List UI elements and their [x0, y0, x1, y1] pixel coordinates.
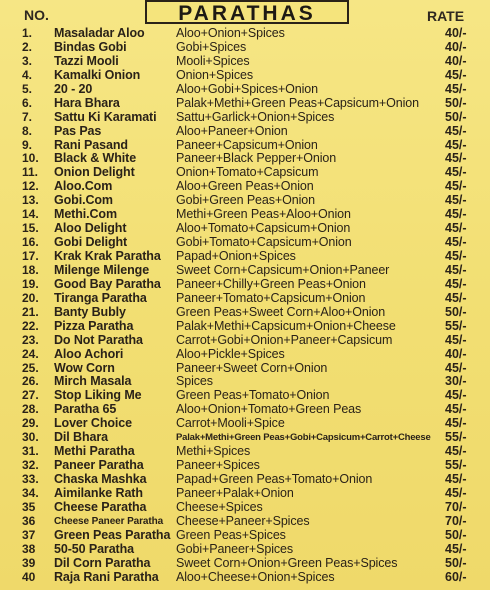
- item-number: 34.: [22, 485, 39, 500]
- item-number: 23.: [22, 332, 39, 347]
- item-ingredients: Spices: [176, 374, 213, 389]
- menu-item-row: [0, 543, 490, 557]
- menu-list: [0, 27, 490, 585]
- item-ingredients: Palak+Methi+Green Peas+Gobi+Capsicum+Carrot+Cheese: [176, 432, 431, 444]
- menu-item-row: [0, 166, 490, 180]
- item-name: Kamalki Onion: [54, 67, 141, 82]
- item-number: 18.: [22, 262, 39, 277]
- menu-item-row: [0, 194, 490, 208]
- item-price: 45/-: [445, 137, 467, 152]
- item-number: 16.: [22, 235, 39, 250]
- item-name: Good Bay Paratha: [54, 276, 161, 291]
- menu-item-row: [0, 571, 490, 585]
- item-ingredients: Sweet Corn+Capsicum+Onion+Paneer: [176, 262, 390, 277]
- menu-header: [0, 0, 490, 28]
- item-number: 33.: [22, 472, 39, 486]
- item-price: 45/-: [445, 235, 467, 250]
- item-ingredients: Aloo+Onion+Tomato+Green Peas: [176, 402, 362, 417]
- item-price: 50/-: [445, 527, 467, 542]
- item-ingredients: Cheese+Paneer+Spices: [176, 513, 310, 528]
- item-name: Lover Choice: [54, 416, 132, 431]
- menu-item-row: [0, 389, 490, 403]
- item-name: Aloo Delight: [54, 221, 127, 236]
- item-price: 50/-: [445, 109, 467, 124]
- item-ingredients: Carrot+Mooli+Spice: [176, 416, 285, 431]
- menu-item-row: [0, 55, 490, 69]
- item-ingredients: Aloo+Paneer+Onion: [176, 123, 288, 138]
- item-price: 45/-: [445, 541, 467, 556]
- item-name: Bindas Gobi: [54, 39, 127, 54]
- item-ingredients: Methi+Spices: [176, 444, 251, 459]
- item-name: Masaladar Aloo: [54, 26, 145, 40]
- item-price: 70/-: [445, 499, 467, 514]
- item-price: 45/-: [445, 179, 467, 194]
- menu-item-row: [0, 375, 490, 389]
- item-name: Dil Corn Paratha: [54, 555, 151, 570]
- menu-item-row: [0, 487, 490, 501]
- item-number: 4.: [22, 67, 33, 82]
- item-ingredients: Gobi+Green Peas+Onion: [176, 193, 315, 208]
- item-ingredients: Green Peas+Sweet Corn+Aloo+Onion: [176, 304, 386, 319]
- item-ingredients: Onion+Tomato+Capsicum: [176, 165, 319, 180]
- item-number: 37: [22, 527, 36, 542]
- item-price: 50/-: [445, 304, 467, 319]
- item-name: Black & White: [54, 151, 137, 166]
- menu-item-row: [0, 445, 490, 459]
- item-name: Gobi.Com: [54, 193, 113, 208]
- item-number: 21.: [22, 304, 39, 319]
- menu-item-row: [0, 515, 490, 529]
- item-number: 11.: [22, 165, 39, 180]
- item-number: 8.: [22, 123, 33, 138]
- menu-item-row: [0, 125, 490, 139]
- item-ingredients: Paneer+Chilly+Green Peas+Onion: [176, 276, 366, 291]
- item-name: Aloo.Com: [54, 179, 113, 194]
- item-name: Krak Krak Paratha: [54, 249, 161, 263]
- item-price: 55/-: [445, 430, 467, 445]
- item-ingredients: Onion+Spices: [176, 67, 253, 82]
- item-number: 39: [22, 555, 36, 570]
- item-number: 5.: [22, 81, 33, 96]
- item-name: Methi Paratha: [54, 444, 135, 459]
- item-price: 60/-: [445, 569, 467, 584]
- item-price: 45/-: [445, 123, 467, 138]
- item-name: Wow Corn: [54, 360, 115, 375]
- item-number: 3.: [22, 53, 33, 68]
- item-number: 25.: [22, 360, 39, 375]
- item-name: Tazzi Mooli: [54, 53, 119, 68]
- item-name: Banty Bubly: [54, 304, 126, 319]
- item-ingredients: Aloo+Gobi+Spices+Onion: [176, 81, 318, 96]
- item-ingredients: Aloo+Onion+Spices: [176, 26, 285, 40]
- item-name: Rani Pasand: [54, 137, 128, 152]
- item-price: 55/-: [445, 318, 467, 333]
- item-name: Onion Delight: [54, 165, 135, 180]
- menu-item-row: [0, 348, 490, 362]
- menu-item-row: [0, 139, 490, 153]
- item-name: Pas Pas: [54, 123, 102, 138]
- menu-item-row: [0, 557, 490, 571]
- item-number: 15.: [22, 221, 39, 236]
- item-price: 45/-: [445, 276, 467, 291]
- item-number: 9.: [22, 137, 33, 152]
- item-number: 17.: [22, 249, 39, 263]
- item-number: 38: [22, 541, 36, 556]
- item-name: Raja Rani Paratha: [54, 569, 159, 584]
- item-ingredients: Paneer+Sweet Corn+Onion: [176, 360, 328, 375]
- item-name: Tiranga Paratha: [54, 290, 147, 305]
- item-number: 10.: [22, 151, 39, 166]
- item-price: 45/-: [445, 165, 467, 180]
- item-price: 45/-: [445, 416, 467, 431]
- menu-item-row: [0, 529, 490, 543]
- item-number: 35: [22, 499, 36, 514]
- item-ingredients: Sweet Corn+Onion+Green Peas+Spices: [176, 555, 398, 570]
- item-ingredients: Aloo+Cheese+Onion+Spices: [176, 569, 335, 584]
- item-number: 24.: [22, 346, 39, 361]
- item-price: 45/-: [445, 221, 467, 236]
- item-ingredients: Aloo+Green Peas+Onion: [176, 179, 314, 194]
- item-number: 36: [22, 513, 36, 528]
- item-name: Milenge Milenge: [54, 262, 150, 277]
- item-ingredients: Palak+Methi+Capsicum+Onion+Cheese: [176, 318, 396, 333]
- item-price: 45/-: [445, 290, 467, 305]
- menu-item-row: [0, 97, 490, 111]
- item-ingredients: Green Peas+Tomato+Onion: [176, 388, 330, 403]
- item-number: 40: [22, 569, 36, 584]
- item-ingredients: Papad+Onion+Spices: [176, 249, 296, 263]
- item-price: 55/-: [445, 458, 467, 473]
- item-price: 40/-: [445, 39, 467, 54]
- menu-item-row: [0, 403, 490, 417]
- item-name: Sattu Ki Karamati: [54, 109, 157, 124]
- item-number: 30.: [22, 430, 39, 445]
- item-price: 40/-: [445, 53, 467, 68]
- item-number: 14.: [22, 207, 39, 222]
- item-number: 27.: [22, 388, 39, 403]
- item-name: Chaska Mashka: [54, 472, 147, 486]
- menu-item-row: [0, 152, 490, 166]
- menu-item-row: [0, 208, 490, 222]
- item-ingredients: Paneer+Palak+Onion: [176, 485, 294, 500]
- menu-item-row: [0, 41, 490, 55]
- item-number: 13.: [22, 193, 39, 208]
- item-number: 22.: [22, 318, 39, 333]
- menu-item-row: [0, 27, 490, 41]
- item-price: 70/-: [445, 513, 467, 528]
- menu-item-row: [0, 264, 490, 278]
- item-name: Stop Liking Me: [54, 388, 142, 403]
- menu-item-row: [0, 180, 490, 194]
- column-header-no: NO.: [24, 7, 49, 23]
- item-price: 50/-: [445, 555, 467, 570]
- item-price: 45/-: [445, 360, 467, 375]
- menu-item-row: [0, 69, 490, 83]
- item-ingredients: Carrot+Gobi+Onion+Paneer+Capsicum: [176, 332, 393, 347]
- item-name: 50-50 Paratha: [54, 541, 134, 556]
- item-price: 45/-: [445, 193, 467, 208]
- item-price: 50/-: [445, 95, 467, 110]
- item-price: 45/-: [445, 485, 467, 500]
- item-name: Aimilanke Rath: [54, 485, 143, 500]
- item-name: Methi.Com: [54, 207, 117, 222]
- menu-item-row: [0, 362, 490, 376]
- menu-item-row: [0, 306, 490, 320]
- menu-item-row: [0, 250, 490, 264]
- item-name: Green Peas Paratha: [54, 527, 171, 542]
- item-ingredients: Papad+Green Peas+Tomato+Onion: [176, 472, 373, 486]
- item-ingredients: Mooli+Spices: [176, 53, 250, 68]
- item-ingredients: Sattu+Garlick+Onion+Spices: [176, 109, 335, 124]
- item-price: 40/-: [445, 346, 467, 361]
- menu-item-row: [0, 83, 490, 97]
- item-number: 20.: [22, 290, 39, 305]
- item-name: Cheese Paneer Paratha: [54, 515, 164, 527]
- item-price: 45/-: [445, 444, 467, 459]
- item-ingredients: Gobi+Tomato+Capsicum+Onion: [176, 235, 352, 250]
- item-price: 30/-: [445, 374, 467, 389]
- menu-title: PARATHAS: [145, 0, 349, 24]
- item-price: 45/-: [445, 67, 467, 82]
- item-name: Paneer Paratha: [54, 458, 144, 473]
- item-ingredients: Paneer+Black Pepper+Onion: [176, 151, 337, 166]
- item-price: 45/-: [445, 388, 467, 403]
- item-name: Hara Bhara: [54, 95, 120, 110]
- menu-item-row: [0, 236, 490, 250]
- menu-item-row: [0, 334, 490, 348]
- item-ingredients: Aloo+Pickle+Spices: [176, 346, 285, 361]
- item-price: 45/-: [445, 402, 467, 417]
- item-number: 1.: [22, 26, 33, 40]
- item-number: 28.: [22, 402, 39, 417]
- item-name: Gobi Delight: [54, 235, 128, 250]
- item-ingredients: Paneer+Tomato+Capsicum+Onion: [176, 290, 366, 305]
- item-ingredients: Aloo+Tomato+Capsicum+Onion: [176, 221, 351, 236]
- item-ingredients: Paneer+Capsicum+Onion: [176, 137, 318, 152]
- item-price: 40/-: [445, 26, 467, 40]
- item-number: 19.: [22, 276, 39, 291]
- menu-item-row: [0, 473, 490, 487]
- item-price: 45/-: [445, 207, 467, 222]
- item-name: Cheese Paratha: [54, 499, 147, 514]
- item-ingredients: Gobi+Spices: [176, 39, 247, 54]
- menu-item-row: [0, 501, 490, 515]
- item-ingredients: Cheese+Spices: [176, 499, 263, 514]
- item-number: 31.: [22, 444, 39, 459]
- item-price: 45/-: [445, 332, 467, 347]
- menu-item-row: [0, 459, 490, 473]
- item-ingredients: Green Peas+Spices: [176, 527, 286, 542]
- item-ingredients: Paneer+Spices: [176, 458, 260, 473]
- item-name: 20 - 20: [54, 81, 93, 96]
- item-number: 6.: [22, 95, 33, 110]
- item-ingredients: Palak+Methi+Green Peas+Capsicum+Onion: [176, 95, 419, 110]
- menu-item-row: [0, 222, 490, 236]
- menu-item-row: [0, 278, 490, 292]
- item-number: 26.: [22, 374, 39, 389]
- item-name: Paratha 65: [54, 402, 117, 417]
- item-name: Do Not Paratha: [54, 332, 143, 347]
- column-header-rate: RATE: [427, 8, 465, 24]
- item-number: 7.: [22, 109, 33, 124]
- item-number: 12.: [22, 179, 39, 194]
- item-price: 45/-: [445, 151, 467, 166]
- menu-item-row: [0, 431, 490, 445]
- item-number: 32.: [22, 458, 39, 473]
- item-name: Dil Bhara: [54, 430, 108, 445]
- item-ingredients: Gobi+Paneer+Spices: [176, 541, 294, 556]
- item-ingredients: Methi+Green Peas+Aloo+Onion: [176, 207, 351, 222]
- item-number: 2.: [22, 39, 33, 54]
- item-price: 45/-: [445, 262, 467, 277]
- item-name: Mirch Masala: [54, 374, 132, 389]
- menu-item-row: [0, 417, 490, 431]
- menu-item-row: [0, 320, 490, 334]
- menu-item-row: [0, 292, 490, 306]
- item-name: Aloo Achori: [54, 346, 124, 361]
- menu-item-row: [0, 111, 490, 125]
- item-name: Pizza Paratha: [54, 318, 134, 333]
- item-number: 29.: [22, 416, 39, 431]
- item-price: 45/-: [445, 249, 467, 263]
- item-price: 45/-: [445, 472, 467, 486]
- item-price: 45/-: [445, 81, 467, 96]
